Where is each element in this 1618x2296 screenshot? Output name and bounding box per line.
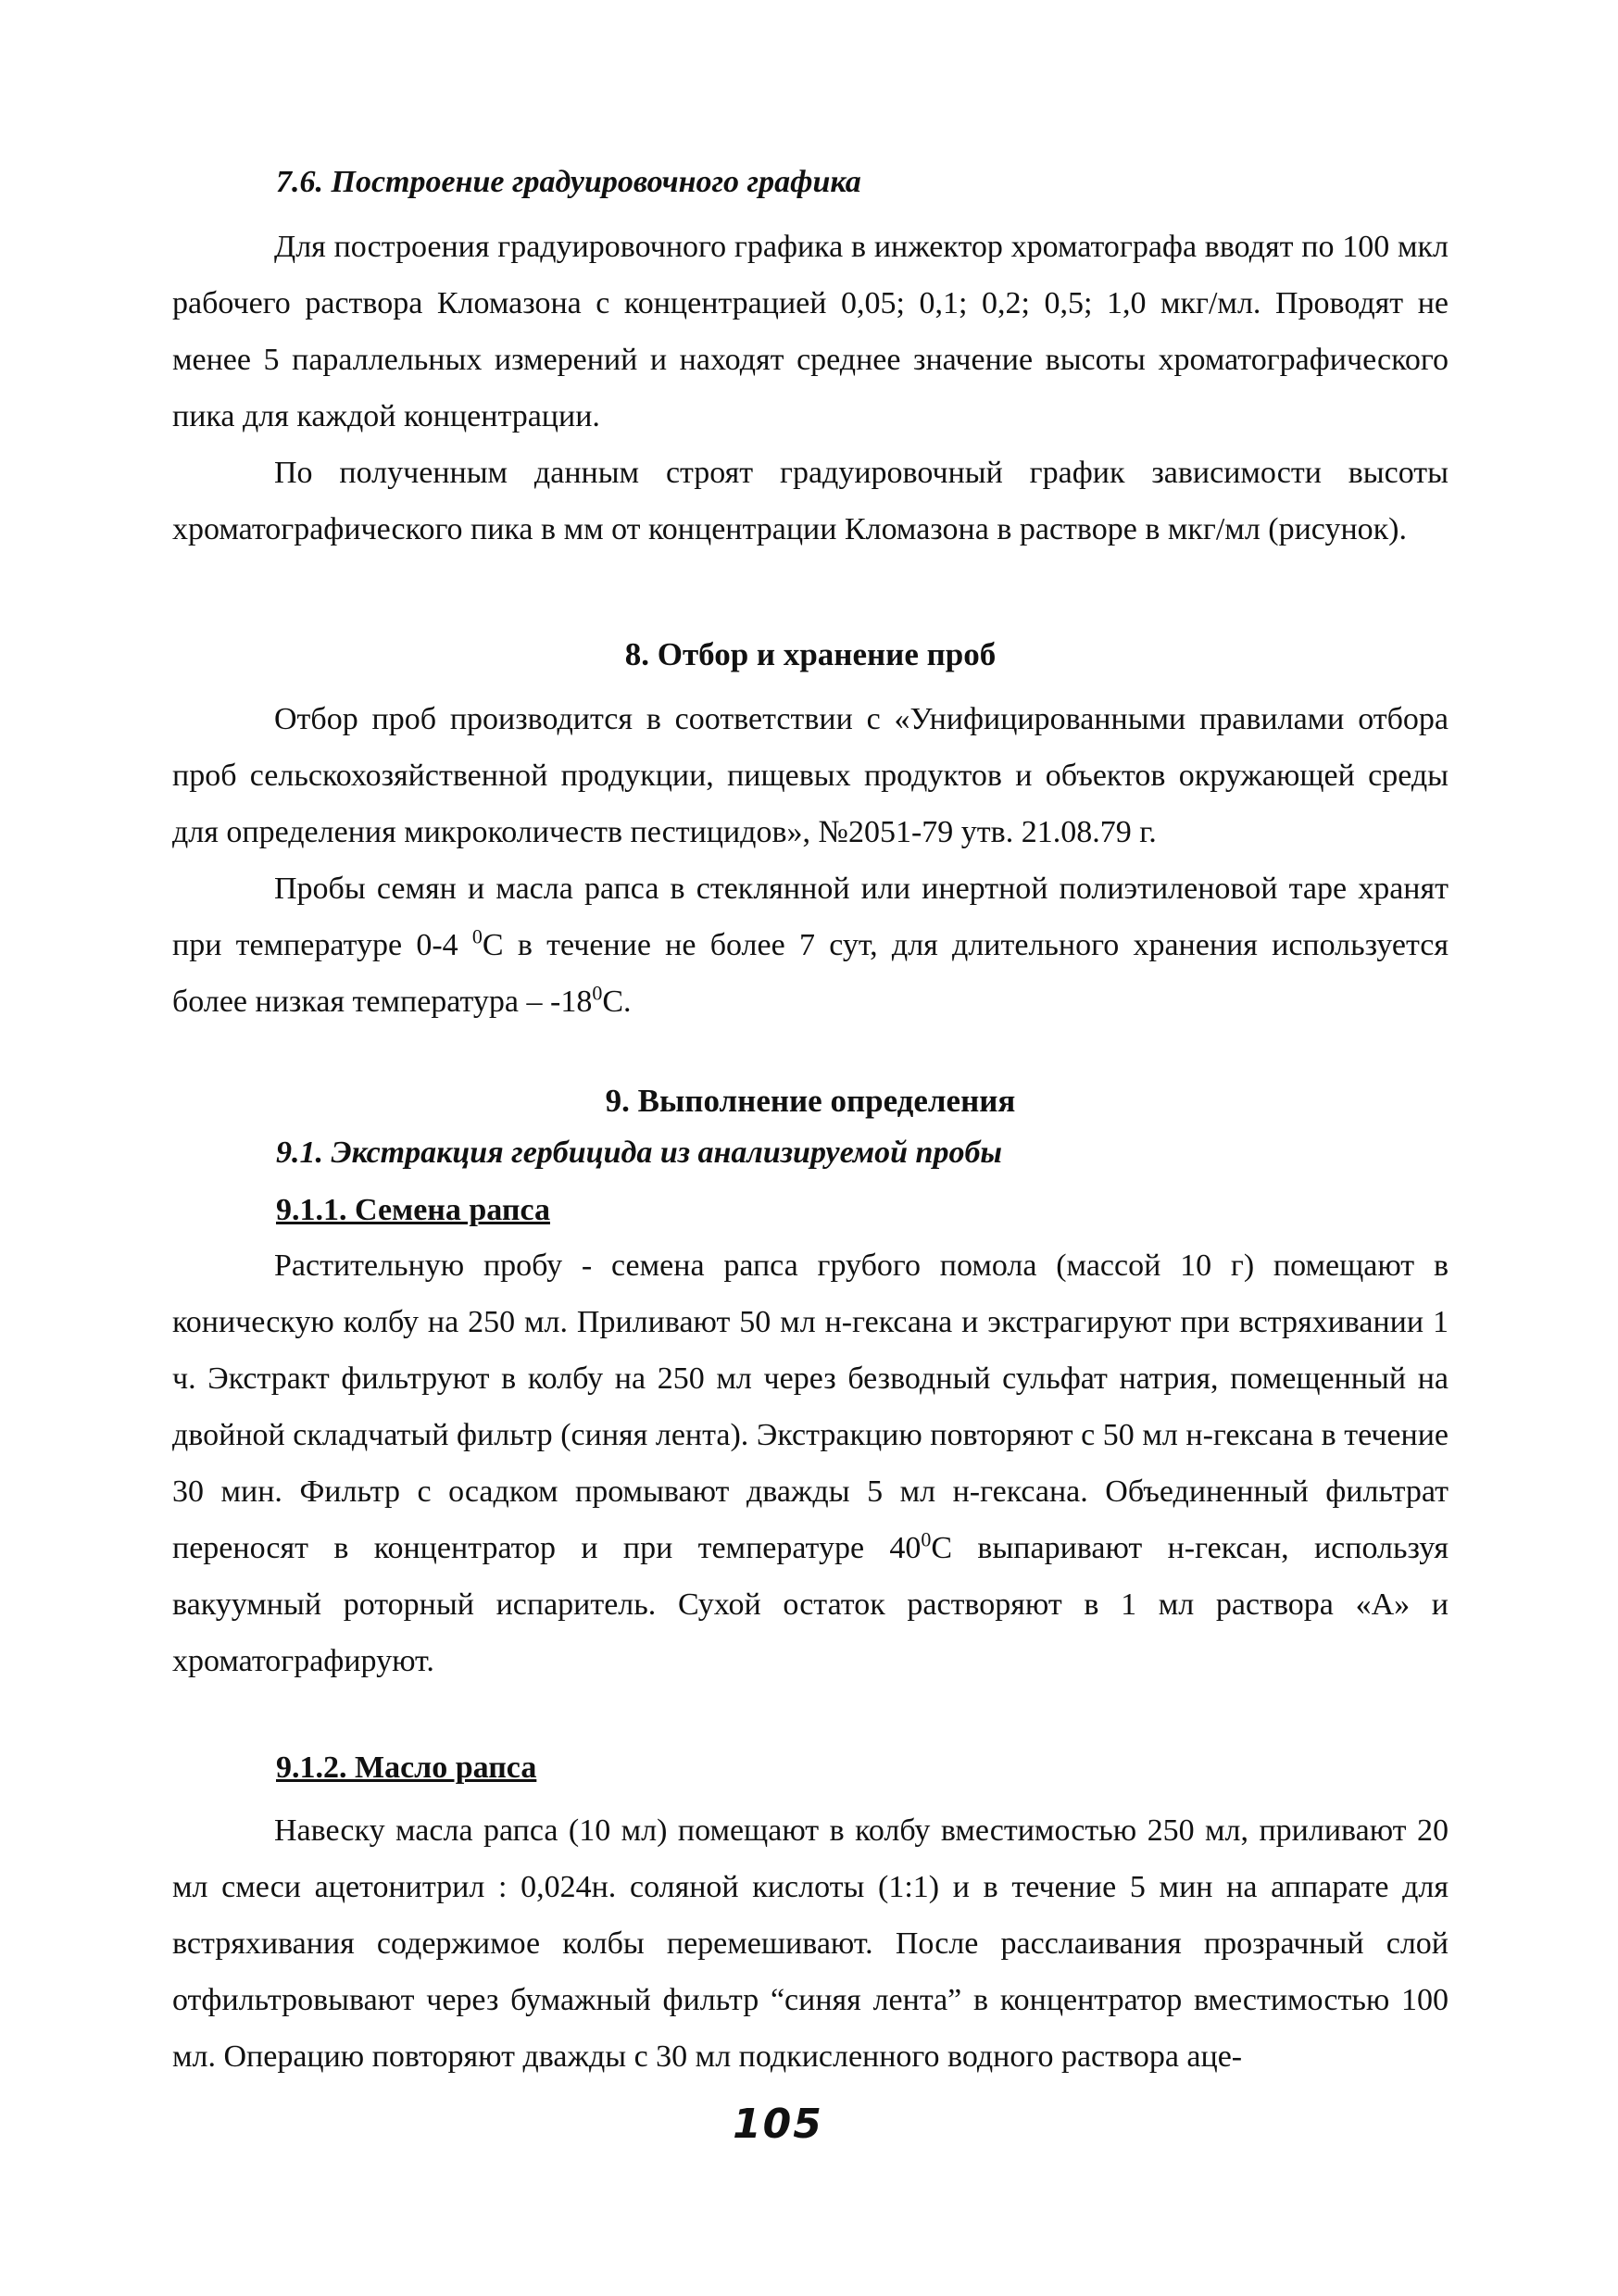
degree-superscript: 0 — [471, 924, 483, 948]
section-8-paragraph-2: Пробы семян и масла рапса в стеклянной или инертной полиэтиленовой таре хранят при температуре 0-4 $^0$С в течение не более 7 сут, для длительного хранения используется более низкая температура – $-18^0С$. — [172, 872, 1449, 1019]
page-number: 105 — [733, 2101, 823, 2148]
section-7-6 — [172, 159, 1449, 558]
section-7-6-paragraph-2: По полученным данным строят градуировочный график зависимости высоты хроматографического пика в мм от концентрации Кломазона в растворе в мкг/мл (рисунок). — [172, 456, 1449, 546]
degree-superscript: 0 — [921, 1527, 932, 1551]
section-7-6-paragraph-1: Для построения градуировочного графика в инжектор хроматографа вводят по 100 мкл рабочего раствора Кломазона с концентрацией 0,05; 0,1; 0,2; 0,5; 1,0 мкг/мл. Проводят не менее 5 параллельных измерений и находят среднее значение высоты хроматографического пика для каждой концентрации. — [172, 230, 1449, 433]
section-8 — [172, 632, 1449, 1030]
section-8-title: 8. Отбор и хранение проб — [624, 636, 997, 672]
degree-superscript: 0 — [592, 981, 603, 1005]
section-9-1-2-paragraph: Навеску масла рапса (10 мл) помещают в колбу вместимостью 250 мл, приливают 20 мл смеси ацетонитрил : 0,024н. соляной кислоты (1:1) и в течение 5 мин на аппарате для встряхивания содержимое колбы перемешивают. После расслаивания прозрачный слой отфильтровывают через бумажный фильтр “синяя лента” в концентратор вместимостью 100 мл. Операцию повторяют дважды с 30 мл подкисленного водного раствора аце- — [172, 1813, 1449, 2074]
section-9-1-title: 9.1. Экстракция гербицида из анализируемой пробы — [276, 1135, 1003, 1170]
section-9-1-2-title: 9.1.2. Масло рапса — [276, 1750, 537, 1785]
section-9-1-2 — [172, 1745, 1449, 2085]
section-9-1-1-title: 9.1.1. Семена рапса — [276, 1193, 550, 1227]
section-7-6-title: 7.6. Построение градуировочного графика — [276, 165, 861, 199]
section-9 — [172, 1078, 1449, 1689]
section-9-title: 9. Выполнение определения — [605, 1083, 1016, 1119]
section-8-paragraph-1: Отбор проб производится в соответствии с «Унифицированными правилами отбора проб сельскохозяйственной продукции, пищевых продуктов и объектов окружающей среды для определения микроколичеств пестицидов», №2051-79 утв. 21.08.79 г. — [172, 702, 1449, 849]
section-9-1-1-paragraph: Растительную пробу - семена рапса грубого помола (массой 10 г) помещают в коническую колбу на 250 мл. Приливают 50 мл н-гексана и экстрагируют при встряхивании 1 ч. Экстракт фильтруют в колбу на 250 мл через безводный сульфат натрия, помещенный на двойной складчатый фильтр (синяя лента). Экстракцию повторяют с 50 мл н-гексана в течение 30 мин. Фильтр с осадком промывают дважды 5 мл н-гексана. Объединенный фильтрат переносят в концентратор и при температуре $40^0С$ выпаривают н-гексан, используя вакуумный роторный испаритель. Сухой остаток растворяют в 1 мл раствора «А» и хроматографируют. — [172, 1248, 1449, 1678]
